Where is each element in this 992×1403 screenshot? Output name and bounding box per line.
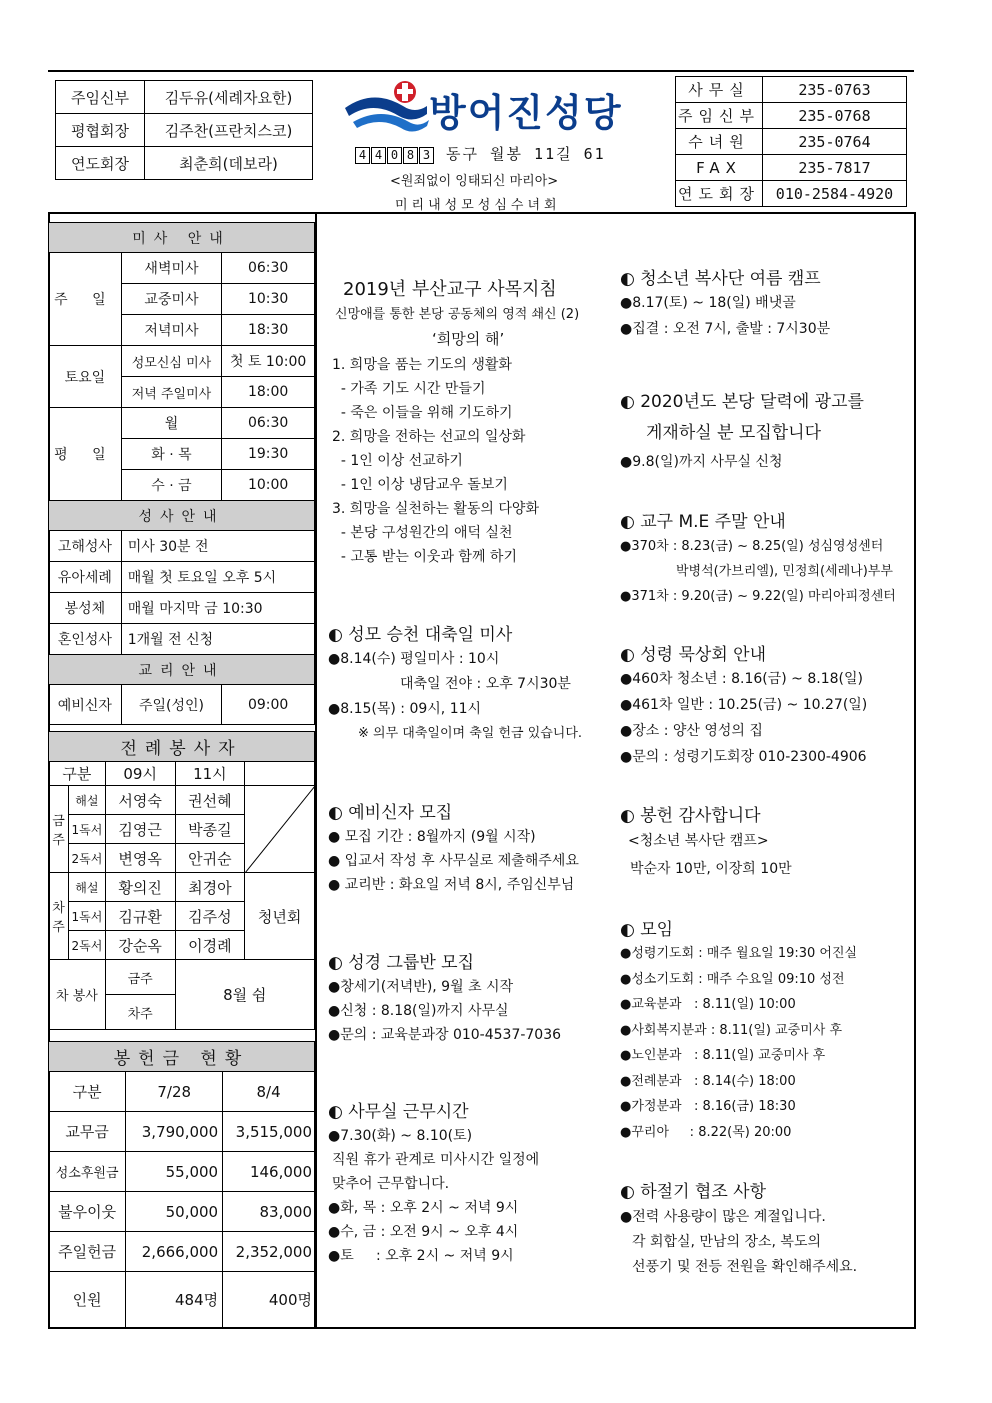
camp-line: ●8.17(토) ~ 18(일) 배냇골: [620, 295, 796, 311]
thanks-title: ◐ 봉헌 감사합니다: [620, 806, 761, 826]
catechumen-line: ● 입교서 작성 후 사무실로 제출해주세요: [328, 853, 579, 869]
offering-value: 146,000: [223, 1152, 315, 1192]
tea-label: 차 봉사: [49, 960, 106, 1030]
staff-value: 최춘희(데보라): [145, 147, 313, 180]
sacrament-value: 미사 30분 전: [121, 531, 314, 562]
office-line: ●토 : 오후 2시 ~ 저녁 9시: [328, 1248, 514, 1264]
office-line: 맞추어 근무합니다.: [332, 1176, 450, 1192]
contact-key: 수녀원: [676, 129, 763, 155]
staff-key: 주임신부: [56, 81, 145, 114]
sacrament-value: 매월 첫 토요일 오후 5시: [121, 562, 314, 593]
pastoral-line: - 1인 이상 선교하기: [332, 453, 463, 469]
office-title: ◐ 사무실 근무시간: [328, 1102, 469, 1122]
offering-value: 2,352,000: [223, 1232, 315, 1272]
pastoral-line: - 1인 이상 냉담교우 돌보기: [332, 477, 508, 493]
pastoral-list: [332, 353, 539, 569]
catechumen-line: ● 교리반 : 화요일 저녁 8시, 주임신부님: [328, 877, 575, 893]
sacrament-key: 유아세례: [49, 562, 122, 593]
postal-digit: 4: [371, 147, 386, 164]
bible-line: ●창세기(저녁반), 9월 초 시작: [328, 979, 514, 995]
bible-title: ◐ 성경 그룹반 모집: [328, 953, 474, 973]
sacrament-value: 매월 마지막 금 10:30: [121, 593, 314, 624]
mass-name: 저녁 주일미사: [121, 377, 222, 408]
doctrine-section-title: 교리안내: [49, 655, 315, 685]
address-text: 동구 월봉 11길 61: [446, 145, 606, 163]
bible-line: ●신청 : 8.18(일)까지 사무실: [328, 1003, 509, 1019]
mass-name: 새벽미사: [121, 253, 222, 284]
me-line: 박병석(가브리엘), 민정희(세레나)부부: [676, 564, 893, 579]
role: 1독서: [68, 902, 105, 931]
mass-day: 수 · 금: [121, 470, 222, 501]
offering-key: 성소후원금: [49, 1152, 126, 1192]
sacrament-value: 1개월 전 신청: [121, 624, 314, 655]
pastoral-line: - 죽은 이들을 위해 기도하기: [332, 405, 513, 421]
meetings-line: ●성령기도회 : 매주 월요일 19:30 어진실: [620, 946, 858, 961]
pastoral-line: - 가족 기도 시간 만들기: [332, 381, 486, 397]
summer-line: ●전력 사용량이 많은 계절입니다.: [620, 1209, 826, 1225]
motto: <원죄없이 잉태되신 마리아>: [390, 174, 559, 189]
staff-value: 김주찬(프란치스코): [145, 114, 313, 147]
calendar-title: ◐ 2020년도 본당 달력에 광고를: [620, 392, 864, 412]
me-title: ◐ 교구 M.E 주말 안내: [620, 512, 786, 532]
camp-line: ●집결 : 오전 7시, 출발 : 7시30분: [620, 321, 831, 337]
offering-key: 인원: [49, 1272, 126, 1328]
staff-table: [55, 80, 313, 180]
server: 김영근: [105, 815, 175, 844]
staff-key: 평협회장: [56, 114, 145, 147]
postal-digit: 0: [387, 147, 402, 164]
mass-time: 10:30: [222, 284, 315, 315]
next-week-group: 청년회: [245, 873, 315, 960]
liturgy-head: 구분: [49, 762, 106, 786]
server: 강순옥: [105, 931, 175, 960]
left-info-table: [48, 222, 315, 725]
server: 김주성: [175, 902, 245, 931]
contact-value: 010-2584-4920: [763, 181, 907, 207]
contact-table: [675, 76, 907, 207]
staff-key: 연도회장: [56, 147, 145, 180]
contact-key: 연도회장: [676, 181, 763, 207]
mass-time: 19:30: [222, 439, 315, 470]
mass-time: 18:00: [222, 377, 315, 408]
meetings-line: ●전례분과 : 8.14(수) 18:00: [620, 1074, 796, 1089]
spirit-line: ●문의 : 성령기도회장 010-2300-4906: [620, 749, 867, 765]
offering-key: 주일헌금: [49, 1232, 126, 1272]
server: 변영옥: [105, 844, 175, 873]
offering-value: 50,000: [126, 1192, 223, 1232]
contact-key: 주임신부: [676, 103, 763, 129]
sacrament-key: 혼인성사: [49, 624, 122, 655]
server: 안귀순: [175, 844, 245, 873]
assumption-line: ※ 의무 대축일이며 축일 헌금 있습니다.: [358, 726, 583, 741]
meetings-line: ●꾸리아 : 8.22(목) 20:00: [620, 1125, 792, 1140]
header-top-rule: [48, 70, 914, 72]
doctrine-day: 주일(성인): [121, 685, 222, 725]
offering-value: 3,790,000: [126, 1112, 223, 1152]
mass-section-title: 미사 안내: [49, 223, 315, 253]
meetings-line: ●노인분과 : 8.11(일) 교중미사 후: [620, 1048, 826, 1063]
contact-value: 235-0763: [763, 77, 907, 103]
summer-line: 각 회합실, 만남의 장소, 복도의: [632, 1234, 821, 1250]
offering-value: 484명: [126, 1272, 223, 1328]
sunday-label: 주 일: [49, 253, 122, 346]
mass-day: 화 · 목: [121, 439, 222, 470]
server: 박종길: [175, 815, 245, 844]
pastoral-line: 2. 희망을 전하는 선교의 일상화: [332, 429, 526, 445]
server: 이경례: [175, 931, 245, 960]
contact-key: FAX: [676, 155, 763, 181]
pastoral-line: 1. 희망을 품는 기도의 생활화: [332, 357, 512, 373]
spirit-line: ●장소 : 양산 영성의 집: [620, 723, 763, 739]
nuns-order: 미리내성모성심수녀회: [395, 198, 561, 213]
contact-key: 사무실: [676, 77, 763, 103]
mass-time: 첫 토 10:00: [222, 346, 315, 377]
sacrament-key: 봉성체: [49, 593, 122, 624]
server: 서영숙: [105, 786, 175, 815]
thanks-line: 박순자 10만, 이장희 10만: [630, 861, 792, 877]
spirit-line: ●460차 청소년 : 8.16(금) ~ 8.18(일): [620, 671, 863, 687]
camp-title: ◐ 청소년 복사단 여름 캠프: [620, 269, 821, 289]
thanks-line: <청소년 복사단 캠프>: [628, 833, 769, 849]
mass-time: 10:00: [222, 470, 315, 501]
next-week-label: 차주: [49, 873, 69, 960]
pastoral-subtitle: ‘희망의 해’: [432, 330, 505, 348]
role: 해설: [68, 873, 105, 902]
contact-value: 235-0764: [763, 129, 907, 155]
offering-value: 55,000: [126, 1152, 223, 1192]
me-line: ●371차 : 9.20(금) ~ 9.22(일) 마리아피정센터: [620, 589, 896, 604]
doctrine-time: 09:00: [222, 685, 315, 725]
pastoral-line: - 본당 구성원간의 애덕 실천: [332, 525, 513, 541]
staff-value: 김두유(세례자요한): [145, 81, 313, 114]
contact-value: 235-0768: [763, 103, 907, 129]
postal-digit: 8: [403, 147, 418, 164]
summer-title: ◐ 하절기 협조 사항: [620, 1182, 766, 1202]
liturgy-head: 11시: [175, 762, 245, 786]
meetings-line: ●가정분과 : 8.16(금) 18:30: [620, 1099, 796, 1114]
role: 2독서: [68, 931, 105, 960]
meetings-line: ●교육분과 : 8.11(일) 10:00: [620, 997, 796, 1012]
tea-this-label: 금주: [105, 960, 175, 995]
postal-digit: 3: [419, 147, 434, 164]
office-line: ●화, 목 : 오후 2시 ~ 저녁 9시: [328, 1200, 519, 1216]
saturday-label: 토요일: [49, 346, 122, 408]
server: 황의진: [105, 873, 175, 902]
offering-head: 7/28: [126, 1072, 223, 1112]
sacrament-section-title: 성사안내: [49, 501, 315, 531]
mass-name: 저녁미사: [121, 315, 222, 346]
summer-line: 선풍기 및 전등 전원을 확인해주세요.: [632, 1259, 858, 1275]
meetings-line: ●사회복지분과 : 8.11(일) 교중미사 후: [620, 1023, 843, 1038]
pastoral-line: 3. 희망을 실천하는 활동의 다양화: [332, 501, 539, 517]
offering-value: 400명: [223, 1272, 315, 1328]
liturgy-head: 09시: [105, 762, 175, 786]
liturgy-section-title: 전례봉사자: [49, 732, 315, 762]
role: 해설: [68, 786, 105, 815]
mass-time: 06:30: [222, 408, 315, 439]
server: 권선혜: [175, 786, 245, 815]
postal-digit: 4: [355, 147, 370, 164]
mass-name: 교중미사: [121, 284, 222, 315]
church-name: 방어진성당: [429, 91, 623, 135]
spirit-line: ●461차 일반 : 10.25(금) ~ 10.27(일): [620, 697, 868, 713]
contact-value: 235-7817: [763, 155, 907, 181]
offering-key: 교무금: [49, 1112, 126, 1152]
tea-next-label: 차주: [105, 995, 175, 1030]
catechumen-line: ● 모집 기간 : 8월까지 (9월 시작): [328, 829, 536, 845]
offering-head: 8/4: [223, 1072, 315, 1112]
offering-key: 불우이웃: [49, 1192, 126, 1232]
offering-table: [48, 1041, 315, 1328]
assumption-line: 대축일 전야 : 오후 7시30분: [400, 676, 571, 692]
diagonal-cell: [245, 786, 315, 873]
office-line: 직원 휴가 관계로 미사시간 일정에: [332, 1152, 540, 1168]
offering-value: 2,666,000: [126, 1232, 223, 1272]
diagonal-line-icon: [245, 786, 315, 873]
office-line: ●7.30(화) ~ 8.10(토): [328, 1128, 473, 1144]
address: [355, 143, 606, 164]
doctrine-label: 예비신자: [49, 685, 122, 725]
assumption-line: ●8.15(목) : 09시, 11시: [328, 701, 482, 717]
this-week-label: 금주: [49, 786, 69, 873]
calendar-title: 게재하실 분 모집합니다: [646, 423, 822, 443]
catechumen-title: ◐ 예비신자 모집: [328, 803, 453, 823]
calendar-line: ●9.8(일)까지 사무실 신청: [620, 454, 783, 470]
offering-value: 83,000: [223, 1192, 315, 1232]
pastoral-line: - 고통 받는 이웃과 함께 하기: [332, 549, 517, 565]
server: 김규환: [105, 902, 175, 931]
mass-day: 월: [121, 408, 222, 439]
meetings-title: ◐ 모임: [620, 920, 674, 940]
spirit-title: ◐ 성령 묵상회 안내: [620, 645, 766, 665]
bible-line: ●문의 : 교육분과장 010-4537-7036: [328, 1027, 562, 1043]
mass-time: 18:30: [222, 315, 315, 346]
tea-value: 8월 쉼: [175, 960, 314, 1030]
liturgy-table: [48, 731, 315, 1030]
meetings-line: ●성소기도회 : 매주 수요일 09:10 성전: [620, 972, 845, 987]
mass-name: 성모신심 미사: [121, 346, 222, 377]
assumption-line: ●8.14(수) 평일미사 : 10시: [328, 651, 500, 667]
pastoral-title: 2019년 부산교구 사목지침: [343, 279, 557, 300]
assumption-title: ◐ 성모 승천 대축일 미사: [328, 625, 513, 645]
office-line: ●수, 금 : 오전 9시 ~ 오후 4시: [328, 1224, 519, 1240]
mass-time: 06:30: [222, 253, 315, 284]
role: 2독서: [68, 844, 105, 873]
pastoral-subtitle: 신망애를 통한 본당 공동체의 영적 쇄신 (2): [335, 307, 580, 322]
weekday-label: 평 일: [49, 408, 122, 501]
server: 최경아: [175, 873, 245, 902]
role: 1독서: [68, 815, 105, 844]
offering-head: 구분: [49, 1072, 126, 1112]
sacrament-key: 고해성사: [49, 531, 122, 562]
me-line: ●370차 : 8.23(금) ~ 8.25(일) 성심영성센터: [620, 539, 884, 554]
offering-section-title: 봉헌금 현황: [49, 1042, 315, 1072]
offering-value: 3,515,000: [223, 1112, 315, 1152]
column-divider: [315, 212, 317, 1327]
